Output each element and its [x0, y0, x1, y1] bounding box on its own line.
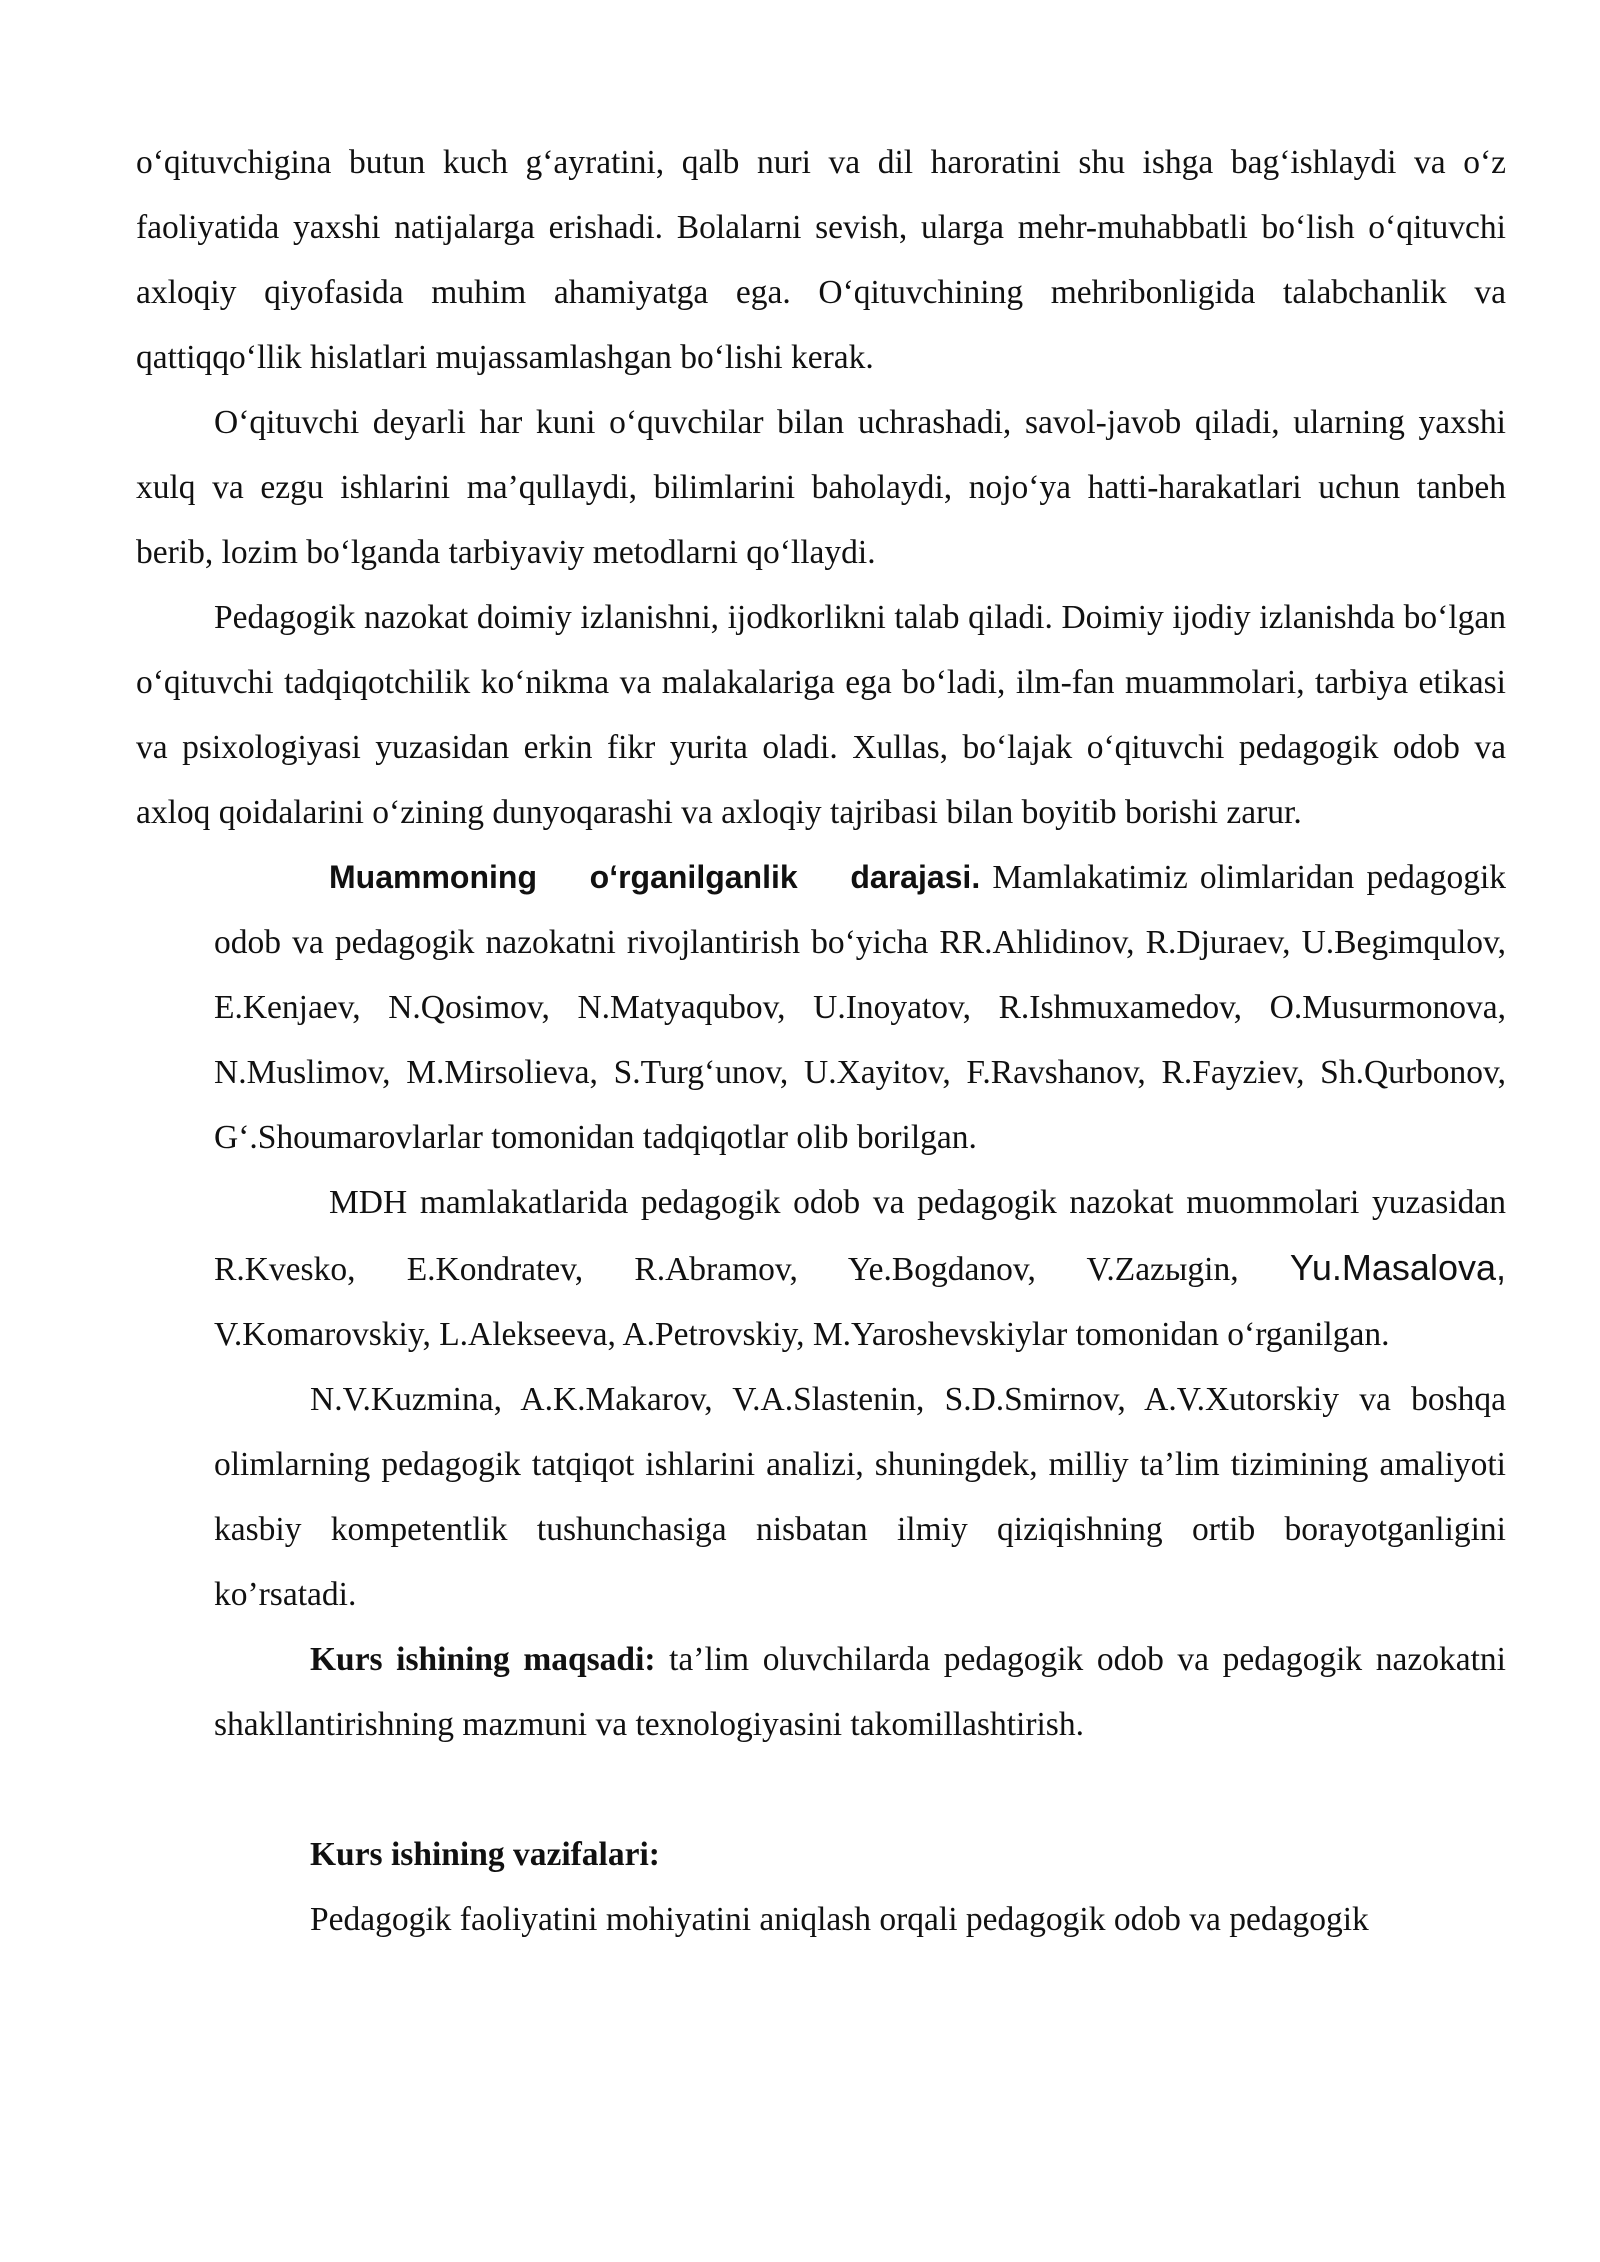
- section-heading-course-tasks: Kurs ishining vazifalari:: [310, 1836, 660, 1873]
- blank-line: [136, 1757, 1506, 1822]
- paragraph-pedagogical-tact: Pedagogik nazokat doimiy izlanishni, ijodkorlikni talab qiladi. Doimiy ijodiy izlanishda bo‘lgan o‘qituvchi tadqiqotchilik ko‘nikma va malakalariga ega bo‘ladi, ilm-fan muammolari, tarbiya etikasi va psixologiyasi yuzasidan erkin fikr yurita oladi. Xullas, bo‘lajak o‘qituvchi pedagogik odob va axloq qoidalarini o‘zining dunyoqarashi va axloqiy tajribasi bilan boyitib borishi zarur.: [136, 599, 1506, 831]
- cis-name-masalova: Yu.Masalova,: [1289, 1247, 1506, 1288]
- paragraph-course-goal: [214, 1627, 1506, 1757]
- paragraph-research-degree: [214, 845, 1506, 1170]
- course-goal-text: ta’lim oluvchilarda pedagogik odob va pedagogik nazokatni shakllantirishning mazmuni va texnologiyasini takomillashtirish.: [214, 1641, 1506, 1743]
- paragraph-scholars-analysis: N.V.Kuzmina, A.K.Makarov, V.A.Slastenin, S.D.Smirnov, A.V.Xutorskiy va boshqa olimlarning pedagogik tatqiqot ishlarini analizi, shuningdek, milliy ta’lim tizimining amaliyoti kasbiy kompetentlik tushunchasiga nisbatan ilmiy qiziqishning ortib borayotganligini ko’rsatadi.: [214, 1381, 1506, 1613]
- paragraph-cis-countries: [214, 1170, 1506, 1367]
- cis-text-part1: MDH mamlakatlarida pedagogik odob va pedagogik nazokat muommolari yuzasidan R.Kvesko, E.Kondratev, R.Abramov, Ye.Bogdanov, V.Zazыgin,: [214, 1184, 1506, 1288]
- paragraph-teacher-daily: O‘qituvchi deyarli har kuni o‘quvchilar bilan uchrashadi, savol-javob qiladi, ularning yaxshi xulq va ezgu ishlarini ma’qullaydi, bilimlarini baholaydi, nojo‘ya hatti-harakatlari uchun tanbeh berib, lozim bo‘lganda tarbiyaviy metodlarni qo‘llaydi.: [136, 404, 1506, 571]
- paragraph-course-tasks: Pedagogik faoliyatini mohiyatini aniqlash orqali pedagogik odob va pedagogik: [310, 1901, 1369, 1938]
- document-body: [136, 130, 1506, 1952]
- research-degree-text: Mamlakatimiz olimlaridan pedagogik odob va pedagogik nazokatni rivojlantirish bo‘yicha RR.Ahlidinov, R.Djuraev, U.Begimqulov, E.Kenjaev, N.Qosimov, N.Matyaqubov, U.Inoyatov, R.Ishmuxamedov, O.Musurmonova, N.Muslimov, M.Mirsolieva, S.Turg‘unov, U.Xayitov, F.Ravshanov, R.Fayziev, Sh.Qurbonov, G‘.Shoumarovlarlar tomonidan tadqiqotlar olib borilgan.: [214, 859, 1507, 1156]
- paragraph-teacher-love: o‘qituvchigina butun kuch g‘ayratini, qalb nuri va dil haroratini shu ishga bag‘ishlaydi va o‘z faoliyatida yaxshi natijalarga erishadi. Bolalarni sevish, ularga mehr-muhabbatli bo‘lish o‘qituvchi axloqiy qiyofasida muhim ahamiyatga ega. O‘qituvchining mehribonligida talabchanlik va qattiqqo‘llik hislatlari mujassamlashgan bo‘lishi kerak.: [136, 144, 1506, 376]
- cis-text-part2: V.Komarovskiy, L.Alekseeva, A.Petrovskiy, M.Yaroshevskiylar tomonidan o‘rganilgan.: [214, 1316, 1390, 1353]
- section-heading-research-degree: Muammoning o‘rganilganlik darajasi.: [329, 859, 981, 895]
- course-goal-label: Kurs ishining maqsadi:: [310, 1641, 656, 1678]
